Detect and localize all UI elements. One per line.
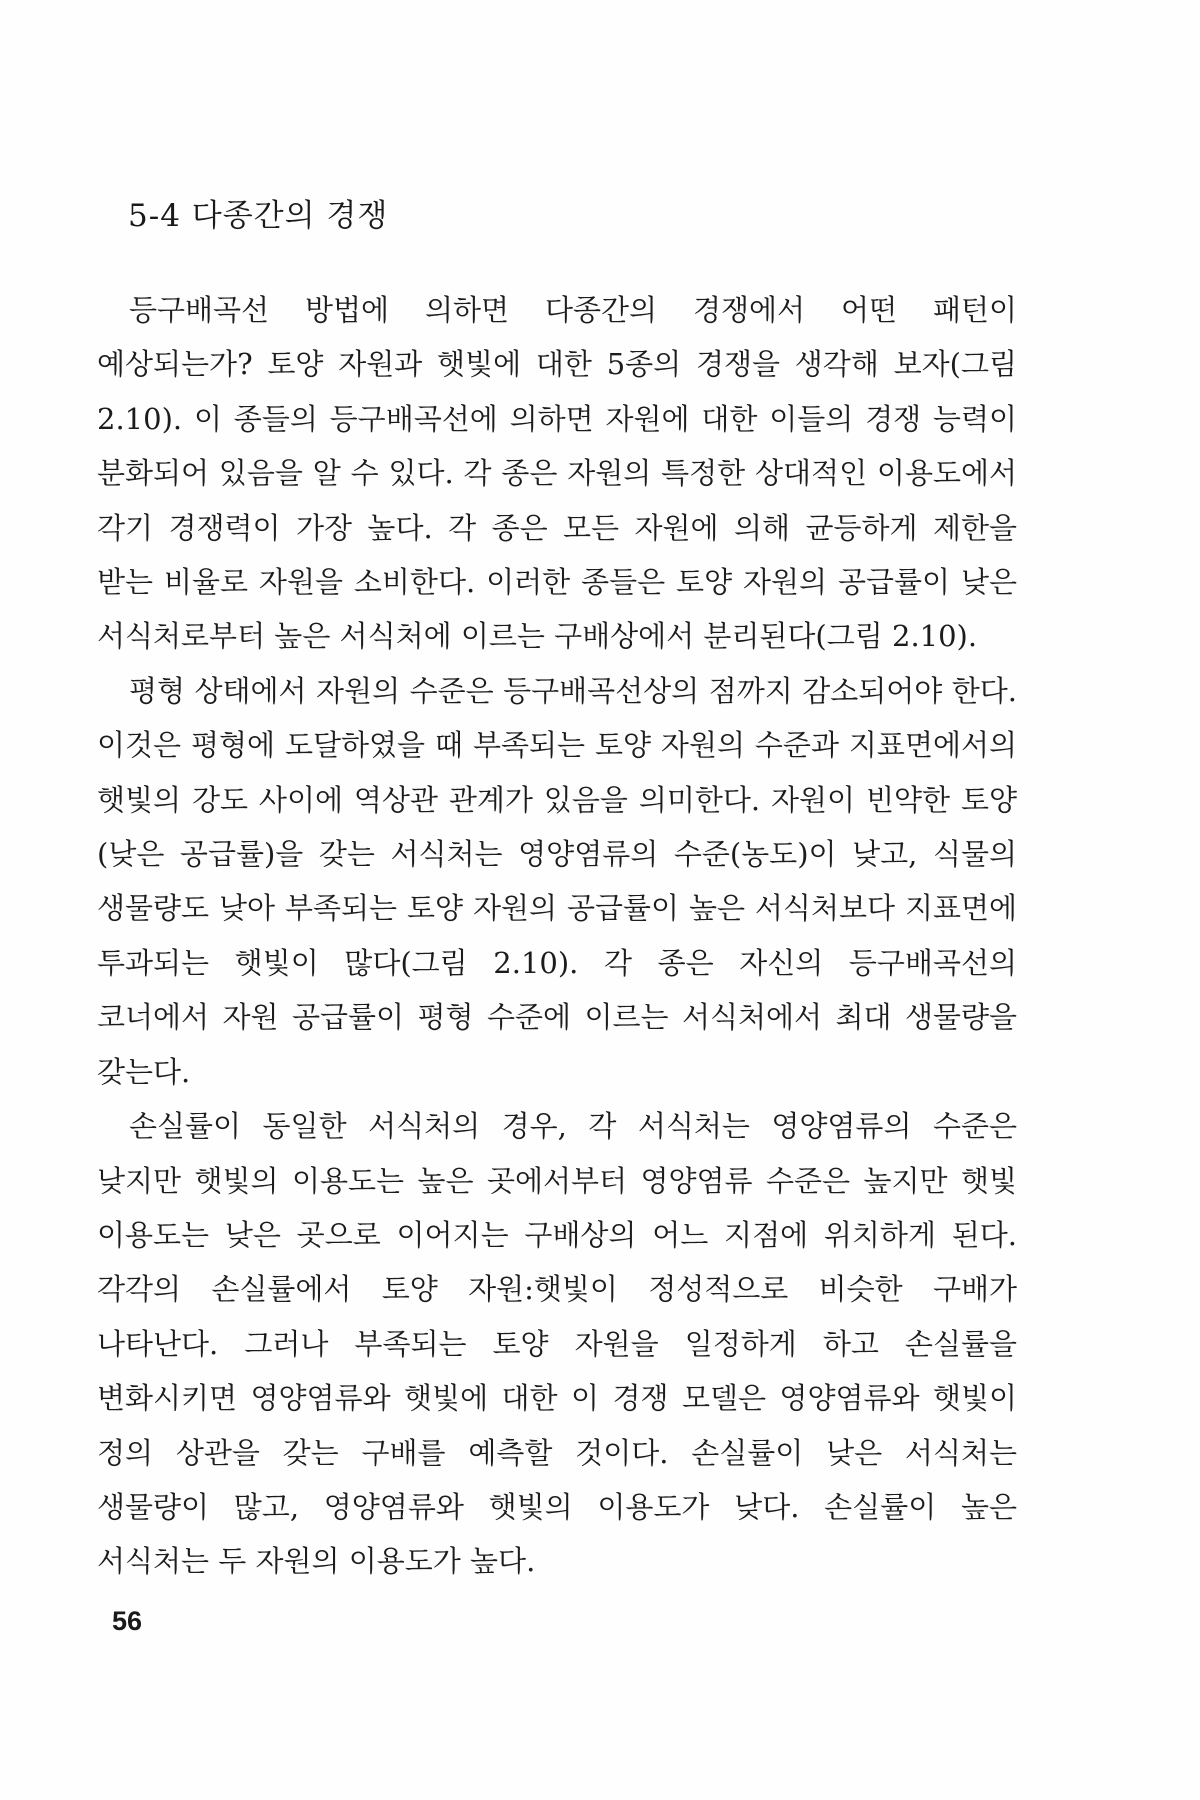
- paragraph-1: 등구배곡선 방법에 의하면 다종간의 경쟁에서 어떤 패턴이 예상되는가? 토양 자원과 햇빛에 대한 5종의 경쟁을 생각해 보자(그림 2.10). 이 종들의 등구배곡선에 의하면 자원에 대한 이들의 경쟁 능력이 분화되어 있음을 알 수 있다. 각 종은 자원의 특정한 상대적인 이용도에서 각기 경쟁력이 가장 높다. 각 종은 모든 자원에 의해 균등하게 제한을 받는 비율로 자원을 소비한다. 이러한 종들은 토양 자원의 공급률이 낮은 서식처로부터 높은 서식처에 이르는 구배상에서 분리된다(그림 2.10).: [97, 293, 1017, 654]
- paragraph-2: 평형 상태에서 자원의 수준은 등구배곡선상의 점까지 감소되어야 한다. 이것은 평형에 도달하였을 때 부족되는 토양 자원의 수준과 지표면에서의 햇빛의 강도 사이에 역상관 관계가 있음을 의미한다. 자원이 빈약한 토양(낮은 공급률)을 갖는 서식처는 영양염류의 수준(농도)이 낮고, 식물의 생물량도 낮아 부족되는 토양 자원의 공급률이 높은 서식처보다 지표면에 투과되는 햇빛이 많다(그림 2.10). 각 종은 자신의 등구배곡선의 코너에서 자원 공급률이 평형 수준에 이르는 서식처에서 최대 생물량을 갖는다.: [97, 673, 1017, 1089]
- body-text: [97, 283, 1017, 1589]
- section-title: 5-4 다종간의 경쟁: [128, 198, 389, 234]
- paragraph-3: 손실률이 동일한 서식처의 경우, 각 서식처는 영양염류의 수준은 낮지만 햇빛의 이용도는 높은 곳에서부터 영양염류 수준은 높지만 햇빛 이용도는 낮은 곳으로 이어지는 구배상의 어느 지점에 위치하게 된다. 각각의 손실률에서 토양 자원:햇빛이 정성적으로 비슷한 구배가 나타난다. 그러나 부족되는 토양 자원을 일정하게 하고 손실률을 변화시키면 영양염류와 햇빛에 대한 이 경쟁 모델은 영양염류와 햇빛이 정의 상관을 갖는 구배를 예측할 것이다. 손실률이 낮은 서식처는 생물량이 많고, 영양염류와 햇빛의 이용도가 낮다. 손실률이 높은 서식처는 두 자원의 이용도가 높다.: [97, 1109, 1017, 1579]
- page-number: 56: [112, 1606, 143, 1636]
